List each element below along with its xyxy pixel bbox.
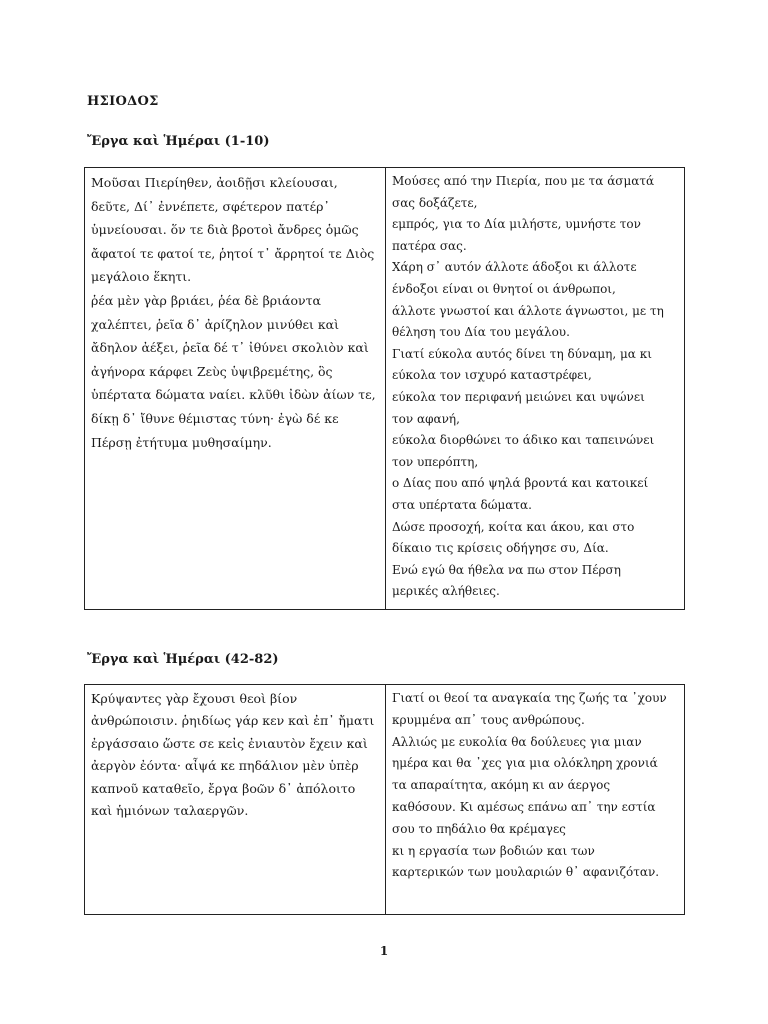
text-line: Μοῦσαι Πιερίηθεν, ἀοιδῇσι κλείουσαι, bbox=[91, 175, 338, 190]
text-line: στα υπέρτατα δώματα. bbox=[392, 497, 532, 512]
text-table-1 bbox=[84, 167, 685, 610]
text-line: κρυμμένα απ᾽ τους ανθρώπους. bbox=[392, 712, 585, 727]
text-line: ἄδηλον ἀέξει, ῥεῖα δέ τ᾽ ἰθύνει σκολιὸν καὶ bbox=[91, 340, 369, 356]
text-line: μερικές αλήθειες. bbox=[392, 584, 500, 599]
text-line: Πέρσῃ ἐτήτυμα μυθησαίμην. bbox=[91, 434, 272, 450]
text-line: ὑπέρτατα δώματα ναίει. κλῦθι ἰδὼν ἀίων τε, bbox=[91, 387, 376, 403]
text-line: ῥέα μὲν γὰρ βριάει, ῥέα δὲ βριάοντα bbox=[91, 292, 321, 308]
text-line: ἐργάσσαιο ὥστε σε κεἰς ἐνιαυτὸν ἔχειν καὶ bbox=[91, 735, 368, 751]
text-line: Ενώ εγώ θα ήθελα να πω στον Πέρση bbox=[392, 562, 621, 577]
text-line: σου το πηδάλιο θα κρέμαγες bbox=[392, 821, 566, 836]
text-line: Γιατί οι θεοί τα αναγκαία της ζωής τα ᾽χουν bbox=[392, 691, 667, 705]
text-line: ἄφατοί τε φατοί τε, ῥητοί τ᾽ ἄρρητοί τε Διὸς bbox=[91, 245, 375, 261]
text-line: δεῦτε, Δί᾽ ἐννέπετε, σφέτερον πατέρ᾽ bbox=[91, 198, 330, 214]
page-number: 1 bbox=[379, 944, 389, 958]
text-line: δίκαιο τις κρίσεις οδήγησε συ, Δία. bbox=[392, 541, 609, 556]
text-line: χαλέπτει, ῥεῖα δ᾽ ἀρίζηλον μινύθει καὶ bbox=[91, 316, 339, 332]
text-line: καρτερικών των μουλαριών θ᾽ αφανιζόταν. bbox=[392, 865, 660, 880]
section-title-2: Ἔργα καὶ Ἡμέραι (42-82) bbox=[87, 652, 279, 667]
text-line: τον αφανή, bbox=[392, 411, 460, 426]
text-line: μεγάλοιο ἕκητι. bbox=[91, 269, 192, 285]
text-line: Δώσε προσοχή, κοίτα και άκου, και στο bbox=[392, 519, 635, 534]
text-line: άλλοτε γνωστοί και άλλοτε άγνωστοι, με τη bbox=[392, 303, 664, 318]
text-line: εμπρός, για το Δία μιλήστε, υμνήστε τον bbox=[392, 217, 641, 232]
text-line: κι η εργασία των βοδιών και των bbox=[392, 843, 595, 858]
text-line: καπνοῦ καταθεῖο, ἔργα βοῶν δ᾽ ἀπόλοιτο bbox=[91, 780, 356, 796]
text-line: Γιατί εύκολα αυτός δίνει τη δύναμη, μα κι bbox=[392, 346, 652, 361]
text-line: εύκολα τον περιφανή μειώνει και υψώνει bbox=[392, 389, 645, 404]
text-line: καθόσουν. Κι αμέσως επάνω απ᾽ την εστία bbox=[392, 799, 656, 814]
text-line: ένδοξοι είναι οι θνητοί οι άνθρωποι, bbox=[392, 281, 616, 296]
text-line: τα απαραίτητα, ακόμη κι αν άεργος bbox=[392, 778, 611, 793]
author-heading: ΗΣΙΟΔΟΣ bbox=[87, 94, 159, 109]
text-line: ἀνθρώποισιν. ῥηιδίως γάρ κεν καὶ ἐπ᾽ ἤματι bbox=[91, 713, 375, 729]
text-line: θέληση του Δία του μεγάλου. bbox=[392, 325, 570, 340]
text-line: σας δοξάζετε, bbox=[392, 195, 478, 210]
text-line: εύκολα τον ισχυρό καταστρέφει, bbox=[392, 368, 592, 383]
text-line: ημέρα και θα ᾽χες για μια ολόκληρη χρονιά bbox=[392, 756, 658, 771]
text-line: Αλλιώς με ευκολία θα δούλευες για μιαν bbox=[392, 734, 642, 749]
text-line: Μούσες από την Πιερία, που με τα άσματά bbox=[392, 174, 655, 188]
text-line: τον υπερόπτη, bbox=[392, 454, 479, 469]
section-title-1: Ἔργα καὶ Ἡμέραι (1-10) bbox=[87, 134, 270, 149]
text-table-2 bbox=[84, 684, 685, 915]
text-line: Χάρη σ᾽ αυτόν άλλοτε άδοξοι κι άλλοτε bbox=[392, 260, 637, 275]
text-line: ο Δίας που από ψηλά βροντά και κατοικεί bbox=[392, 476, 649, 491]
original-text-cell bbox=[85, 685, 386, 915]
text-line: ὑμνείουσαι. ὅν τε διὰ βροτοὶ ἄνδρες ὁμῶς bbox=[91, 222, 359, 238]
text-line: πατέρα σας. bbox=[392, 238, 467, 253]
text-line: Κρύψαντες γὰρ ἔχουσι θεοὶ βίον bbox=[91, 691, 298, 706]
translation-text-cell bbox=[386, 168, 685, 610]
translation-text-cell bbox=[386, 685, 685, 915]
text-line: ἀεργὸν ἐόντα· αἶψά κε πηδάλιον μὲν ὑπὲρ bbox=[91, 758, 359, 774]
text-line: εύκολα διορθώνει το άδικο και ταπεινώνει bbox=[392, 433, 655, 448]
text-line: ἀγήνορα κάρφει Ζεὺς ὑψιβρεμέτης, ὃς bbox=[91, 363, 333, 379]
original-text-cell bbox=[85, 168, 386, 610]
text-line: καὶ ἡμιόνων ταλαεργῶν. bbox=[91, 803, 249, 819]
text-line: δίκῃ δ᾽ ἴθυνε θέμιστας τύνη· ἐγὼ δέ κε bbox=[91, 410, 339, 426]
